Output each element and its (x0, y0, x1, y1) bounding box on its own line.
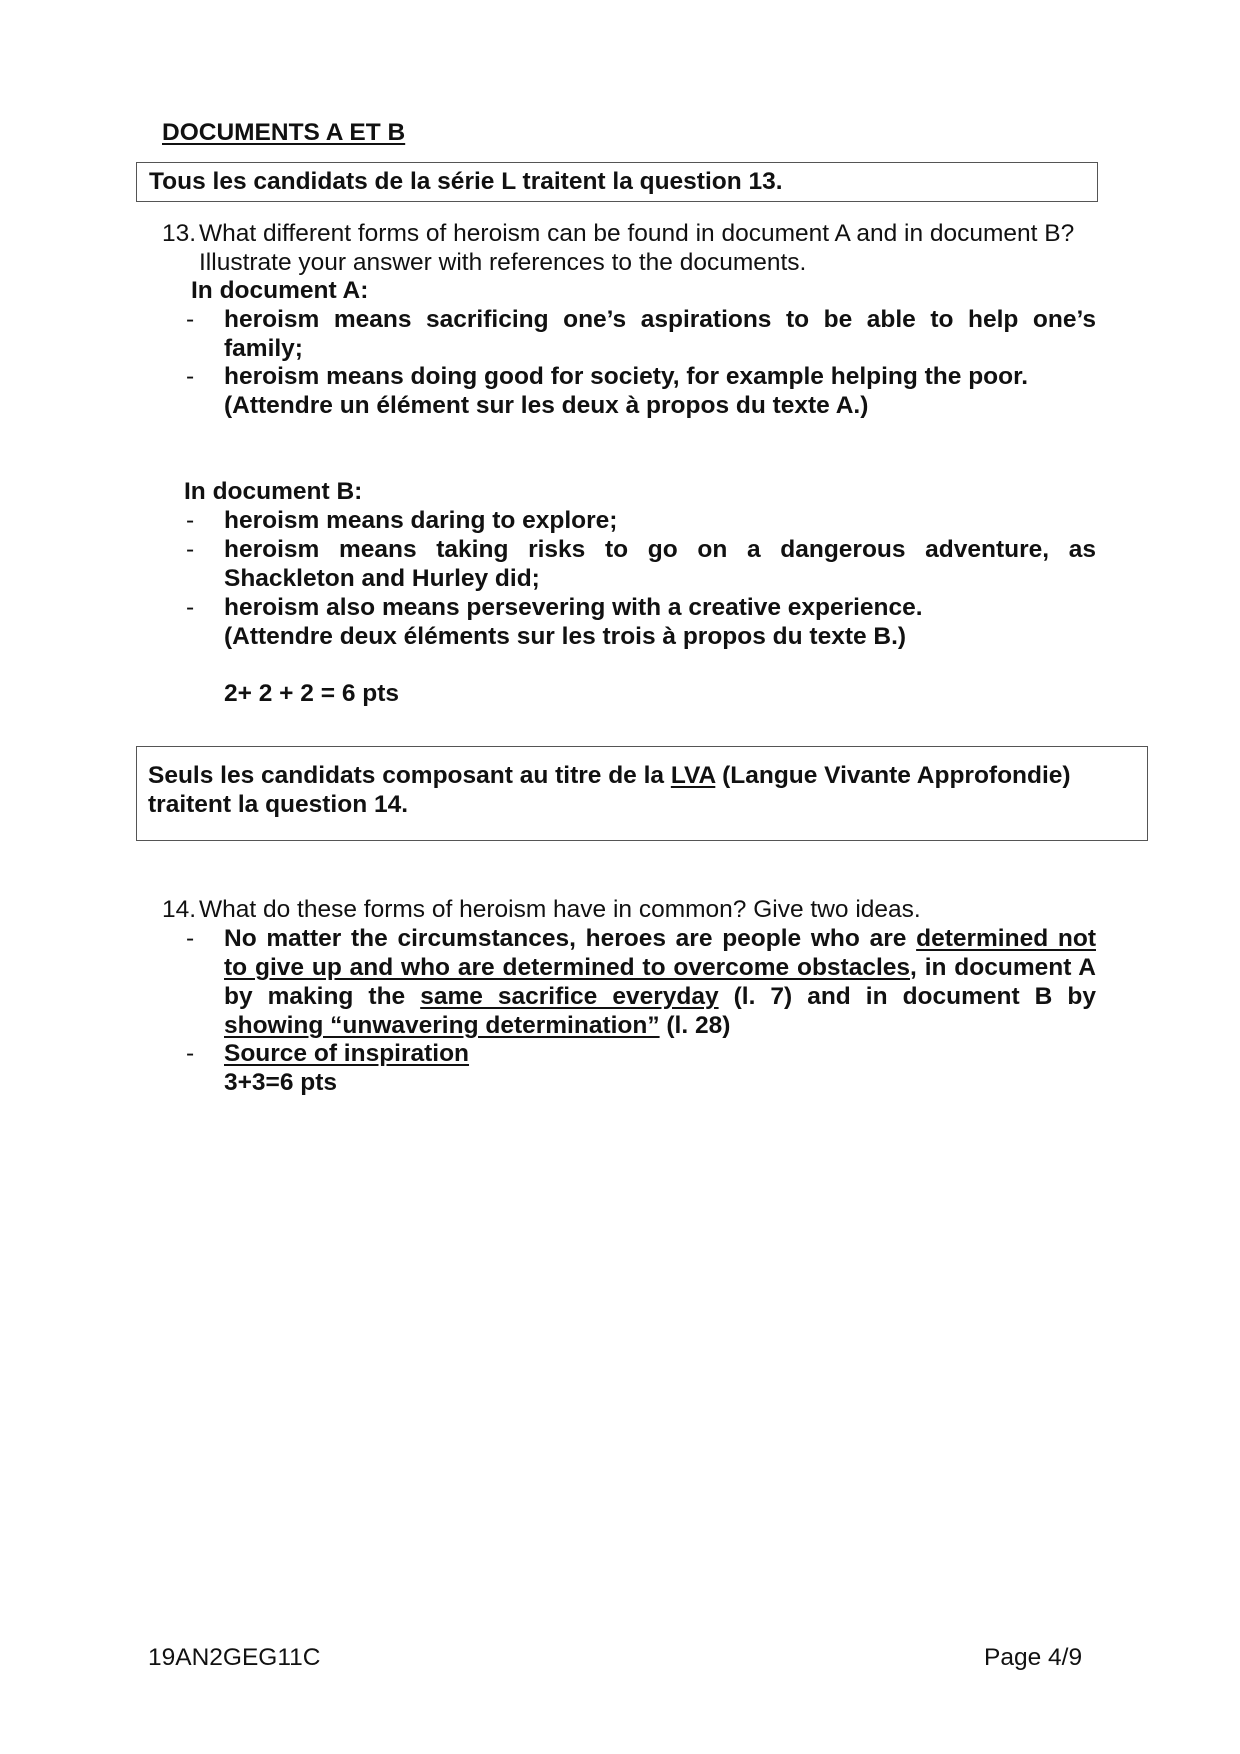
notice-lva-line2: traitent la question 14. (148, 791, 409, 818)
list-bullet: - (186, 1040, 195, 1067)
notice-box-serie-l (136, 162, 1098, 202)
notice-lva-line1 (148, 761, 1071, 790)
q14-item-1 (224, 924, 1096, 1040)
doc-a-heading: In document A: (191, 277, 369, 304)
question-13-points: 2+ 2 + 2 = 6 pts (224, 680, 400, 707)
list-bullet: - (186, 594, 195, 621)
q14-item-1-part5: (l. 7) and in document B by (718, 983, 1096, 1010)
question-14-text: What do these forms of heroism have in common? Give two ideas. (199, 896, 921, 923)
question-14-number: 14. (162, 896, 197, 923)
footer-document-code: 19AN2GEG11C (148, 1644, 321, 1671)
doc-a-note: (Attendre un élément sur les deux à propos du texte A.) (224, 392, 869, 419)
doc-b-item-3: heroism also means persevering with a creative experience. (224, 594, 923, 621)
list-bullet: - (186, 306, 195, 333)
doc-a-item-1: heroism means sacrificing one’s aspirations to be able to help one’s family; (224, 306, 1096, 362)
doc-b-item-1: heroism means daring to explore; (224, 507, 618, 534)
doc-b-heading: In document B: (184, 478, 363, 505)
notice-lva-prefix: Seuls les candidats composant au titre de la (148, 762, 671, 789)
question-13-number: 13. (162, 220, 197, 247)
doc-a-item-2: heroism means doing good for society, for example helping the poor. (224, 363, 1029, 390)
q14-item-1-part1: No matter the circumstances, heroes are people who are (224, 925, 917, 952)
list-bullet: - (186, 363, 195, 390)
q14-item-1-underline-2: same sacrifice everyday (420, 983, 719, 1010)
list-bullet: - (186, 507, 195, 534)
question-13-line1: What different forms of heroism can be found in document A and in document B? (199, 220, 1075, 247)
q14-item-1-underline-3: showing “unwavering determination” (224, 1012, 660, 1039)
notice-lva-suffix: (Langue Vivante Approfondie) (715, 762, 1071, 789)
question-14-points: 3+3=6 pts (224, 1069, 338, 1096)
doc-b-item-2: heroism means taking risks to go on a dangerous adventure, as Shackleton and Hurley did; (224, 536, 1096, 592)
list-bullet: - (186, 536, 195, 563)
notice-lva-abbr: LVA (670, 762, 716, 789)
q14-item-2: Source of inspiration (224, 1040, 470, 1067)
footer-page-number: Page 4/9 (984, 1644, 1083, 1671)
q14-item-1-part3: , in document A by making the (224, 954, 1097, 1010)
question-13-line2: Illustrate your answer with references to the documents. (199, 249, 807, 276)
q14-item-1-underline-1: determined not to give up and who are determined to overcome obstacles (224, 925, 1096, 981)
q14-item-1-part7: (l. 28) (659, 1012, 731, 1039)
doc-b-note: (Attendre deux éléments sur les trois à propos du texte B.) (224, 623, 907, 650)
section-title: DOCUMENTS A ET B (162, 119, 406, 146)
notice-serie-l-text: Tous les candidats de la série L traitent la question 13. (149, 168, 783, 195)
notice-box-lva (136, 746, 1148, 841)
list-bullet: - (186, 925, 195, 952)
